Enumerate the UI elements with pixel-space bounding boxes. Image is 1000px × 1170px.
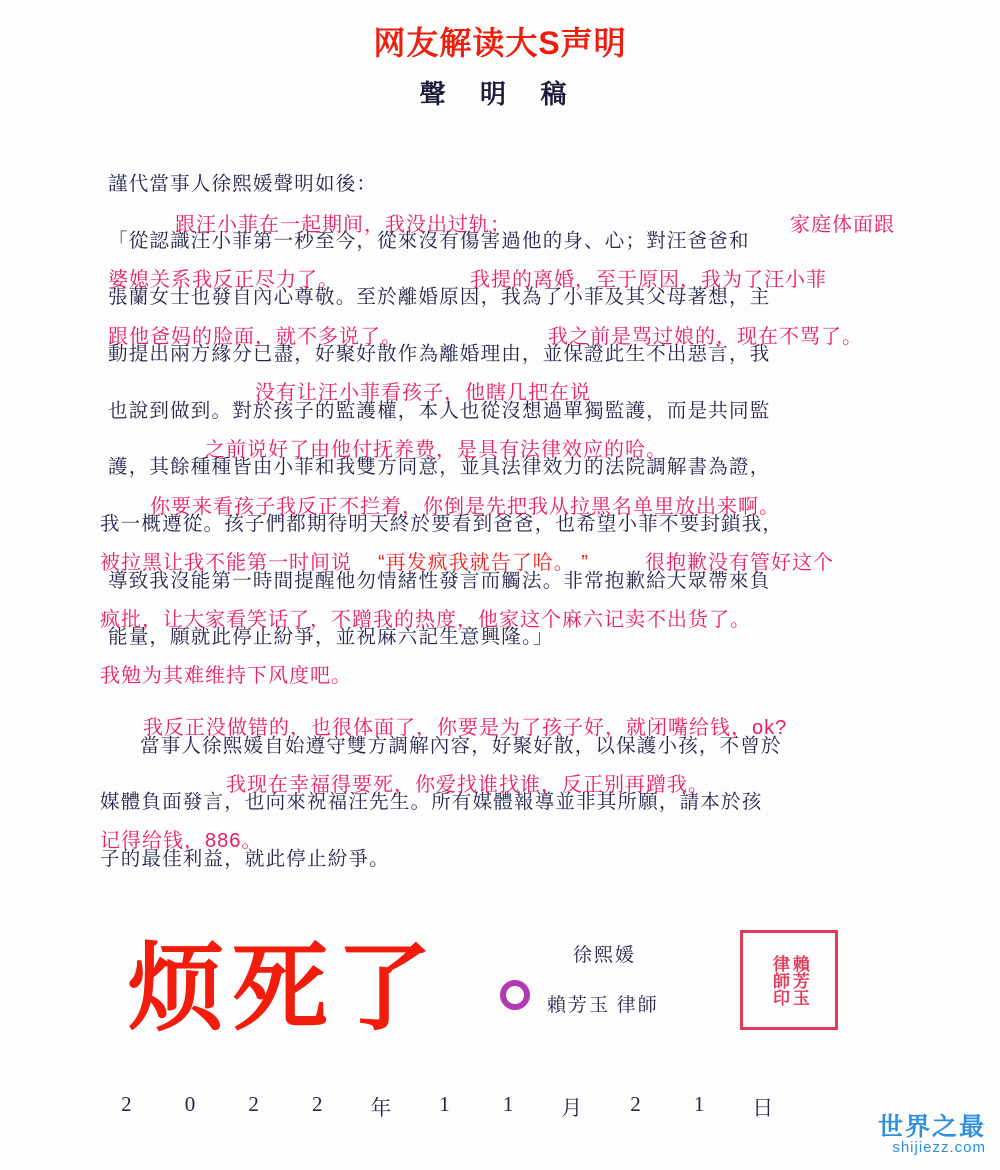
annotation-line: 跟汪小菲在一起期间，我没出过轨； <box>175 214 511 236</box>
date-char: 2 <box>630 1092 642 1116</box>
date-char: 2 <box>311 1092 324 1116</box>
annotation-line: 疯批，让大家看笑话了，不蹭我的热度，他家这个麻六记卖不出货了。 <box>100 609 751 631</box>
document-line: 也說到做到。對於孩子的監護權，本人也從沒想過單獨監護，而是共同監 <box>108 401 771 422</box>
official-seal <box>740 930 838 1030</box>
document-line: 我一概遵從。孩子們都期待明天終於要看到爸爸，也希望小菲不要封鎖我， <box>100 514 784 535</box>
annotation-line: 很抱歉没有管好这个 <box>645 552 834 574</box>
date-unit-month: 月 <box>561 1096 584 1120</box>
document-line: 導致我沒能第一時間提醒他勿情緒性發言而觸法。非常抱歉給大眾帶來負 <box>108 571 771 592</box>
annotation-line: 家庭体面跟 <box>790 214 895 236</box>
document-line: 能量，願就此停止紛爭，並祝麻六記生意興隆。」 <box>108 627 554 648</box>
document-line: 媒體負面發言，也向來祝福汪先生。所有媒體報導並非其所願，請本於孩 <box>100 792 763 813</box>
page-headline: 网友解读大S声明 <box>373 25 627 61</box>
annotation-line: 我之前是骂过娘的，现在不骂了。 <box>548 326 863 348</box>
date-row <box>95 1092 795 1122</box>
date-char: 2 <box>121 1092 133 1116</box>
date-unit-year: 年 <box>370 1096 393 1120</box>
signature-lawyer: 賴芳玉 律師 <box>547 995 659 1016</box>
annotation-line: 跟他爸妈的脸面，就不多说了。 <box>108 326 402 348</box>
watermark-title: 世界之最 <box>877 1113 986 1141</box>
annotation-line: 之前说好了由他付抚养费，是具有法律效应的哈。 <box>205 439 667 461</box>
date-char: 1 <box>693 1092 706 1116</box>
annotation-line: “再发疯我就告了哈。 ” <box>378 552 589 574</box>
date-char: 0 <box>184 1092 197 1116</box>
seal-column-left: 律師印 <box>770 954 789 1006</box>
annotation-circle-mark <box>500 980 530 1010</box>
document-line: 護，其餘種種皆由小菲和我雙方同意，並具法律效力的法院調解書為證， <box>108 457 771 478</box>
watermark-url: shijiezz.com <box>892 1139 986 1157</box>
big-annotation-text: 烦死了 <box>128 935 440 1042</box>
annotation-line: 你要来看孩子我反正不拦着，你倒是先把我从拉黑名单里放出来啊。 <box>150 496 780 518</box>
date-char: 1 <box>502 1092 515 1116</box>
document-line: 動提出兩方緣分已盡，好聚好散作為離婚理由，並保證此生不出惡言，我 <box>108 344 771 365</box>
document-line: 張蘭女士也發自內心尊敬。至於離婚原因，我為了小菲及其父母著想，主 <box>108 287 771 308</box>
document-line: 謹代當事人徐熙媛聲明如後： <box>108 174 378 195</box>
seal-column-right: 賴芳玉 <box>789 954 809 1006</box>
document-title: 聲 明 稿 <box>419 80 581 109</box>
signature-name: 徐熙媛 <box>573 945 637 966</box>
date-char: 2 <box>248 1092 260 1116</box>
annotation-line: 我勉为其难维持下风度吧。 <box>100 665 352 687</box>
date-char: 1 <box>439 1092 451 1116</box>
date-unit-day: 日 <box>752 1096 775 1120</box>
annotation-line: 我提的离婚，至于原因，我为了汪小菲 <box>470 269 827 291</box>
annotation-line: 记得给钱，886。 <box>100 830 263 852</box>
document-line: 當事人徐熙媛自始遵守雙方調解內容，好聚好散，以保護小孩，不曾於 <box>140 736 782 757</box>
annotation-line: 我现在幸福得要死，你爱找谁找谁，反正别再蹭我。 <box>226 774 709 796</box>
annotation-line: 我反正没做错的，也很体面了，你要是为了孩子好，就闭嘴给钱，ok? <box>143 717 788 739</box>
annotation-line: 没有让汪小菲看孩子，他瞎几把在说 <box>255 382 591 404</box>
annotation-line: 被拉黑让我不能第一时间说 <box>100 552 352 574</box>
annotation-line: 婆媳关系我反正尽力了。 <box>108 269 339 291</box>
document-line: 「從認識汪小菲第一秒至今，從來沒有傷害過他的身、心；對汪爸爸和 <box>108 231 750 252</box>
document-line: 子的最佳利益，就此停止紛爭。 <box>100 849 390 870</box>
site-watermark <box>878 1114 986 1156</box>
